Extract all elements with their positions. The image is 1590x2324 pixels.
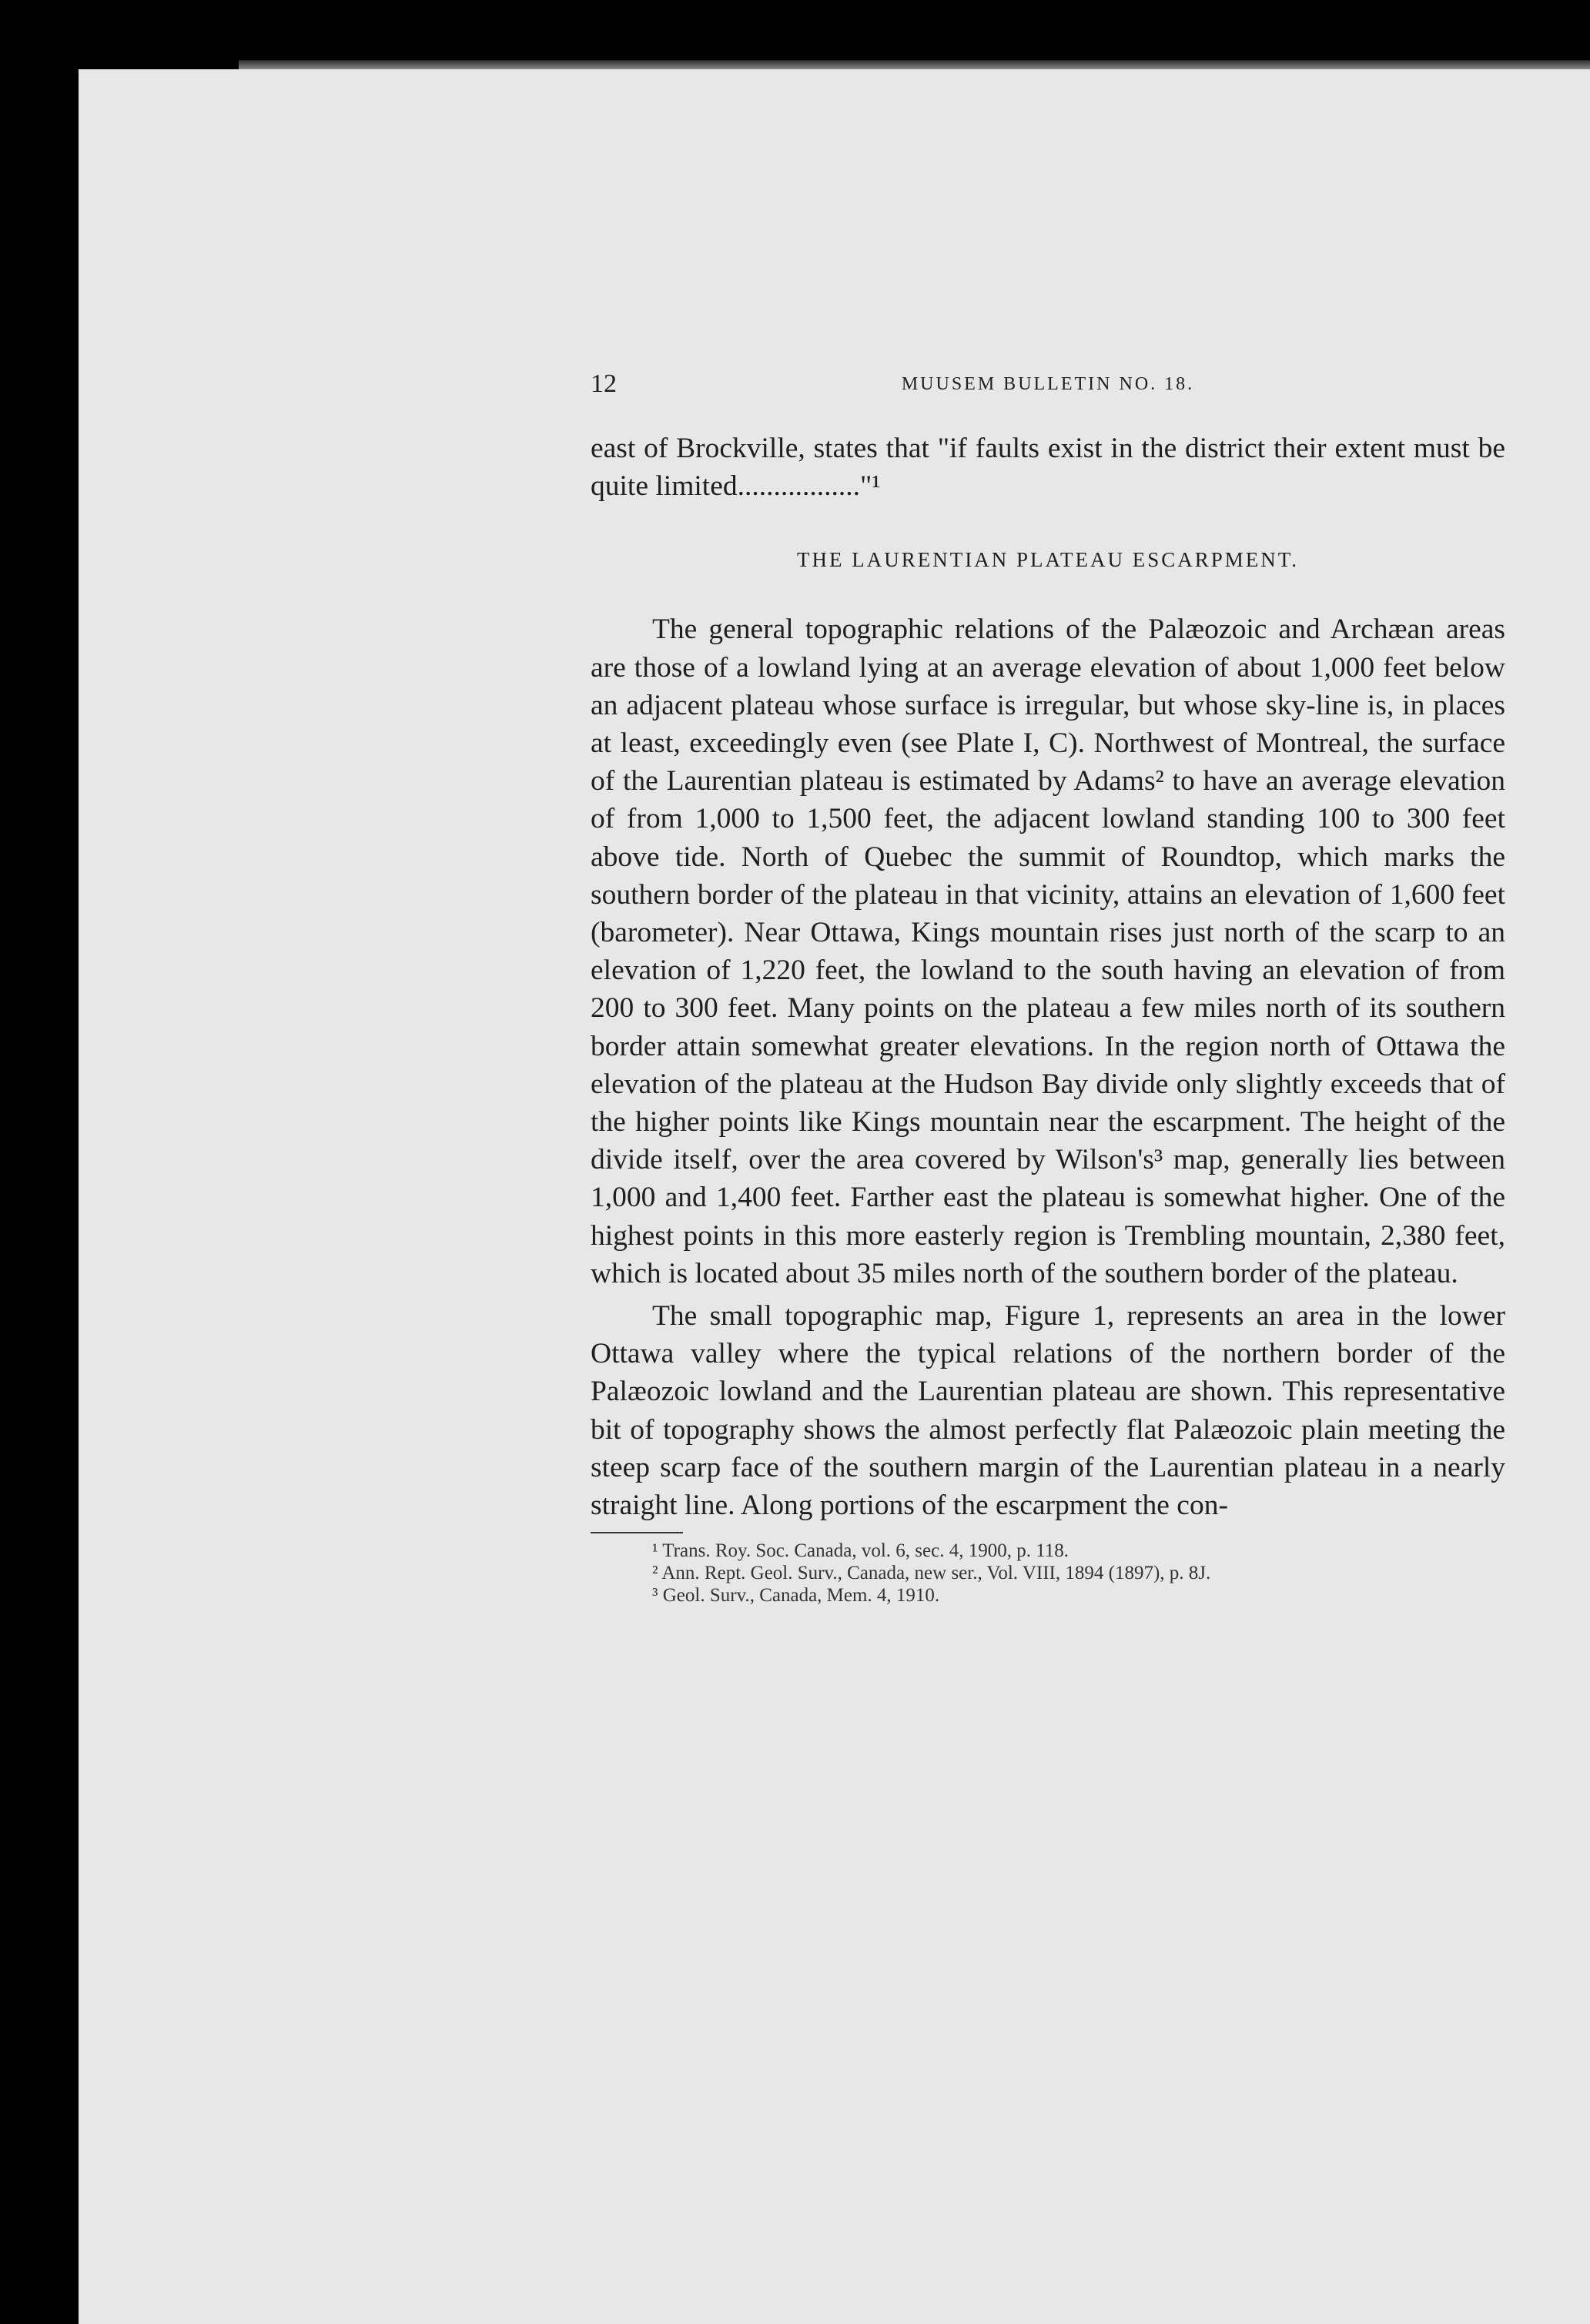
body-paragraph: The general topographic relations of the Palæozoic and Archæan areas are those of a lowland lying at an average elevation of about 1,000 feet below an adjacent plateau whose surface is irregular, but whose sky-line is, in places at least, exceedingly even (see Plate I, C). Northwest of Montreal, the surface of the Laurentian plateau is estimated by Adams² to have an average elevation of from 1,000 to 1,500 feet, the adjacent lowland standing 100 to 300 feet above tide. North of Quebec the summit of Roundtop, which marks the southern border of the plateau in that vicinity, attains an elevation of 1,600 feet (barometer). Near Ottawa, Kings mountain rises just north of the scarp to an elevation of 1,220 feet, the lowland to the south having an elevation of from 200 to 300 feet. Many points on the plateau a few miles north of its southern border attain somewhat greater elevations. In the region north of Ottawa the elevation of the plateau at the Hudson Bay divide only slightly exceeds that of the higher points like Kings mountain near the escarpment. The height of the divide itself, over the area covered by Wilson's³ map, generally lies between 1,000 and 1,400 feet. Farther east the plateau is somewhat higher. One of the highest points in this more easterly region is Trembling mountain, 2,380 feet, which is located about 35 miles north of the southern border of the plateau. <box>591 614 1505 1289</box>
body-paragraph: The small topographic map, Figure 1, represents an area in the lower Ottawa valley where the typical relations of the northern border of the Palæozoic lowland and the Laurentian plateau are shown. This representative bit of topography shows the almost perfectly flat Palæozoic plain meeting the steep scarp face of the southern margin of the Laurentian plateau in a nearly straight line. Along portions of the escarpment the con- <box>591 1300 1505 1522</box>
running-title: MUUSEM BULLETIN NO. 18. <box>901 374 1195 394</box>
footnote: ³ Geol. Surv., Canada, Mem. 4, 1910. <box>652 1585 940 1607</box>
running-head <box>591 369 1505 400</box>
section-heading: THE LAURENTIAN PLATEAU ESCARPMENT. <box>797 548 1299 572</box>
page-number: 12 <box>591 369 617 398</box>
footnote: ² Ann. Rept. Geol. Surv., Canada, new ser., Vol. VIII, 1894 (1897), p. 8J. <box>652 1563 1211 1584</box>
intro-paragraph: east of Brockville, states that "if faults exist in the district their extent must be quite limited................."¹ <box>591 433 1505 503</box>
footnote: ¹ Trans. Roy. Soc. Canada, vol. 6, sec. 4, 1900, p. 118. <box>652 1540 1069 1562</box>
page-text-block <box>591 369 1505 1607</box>
footnote-divider <box>591 1532 683 1533</box>
